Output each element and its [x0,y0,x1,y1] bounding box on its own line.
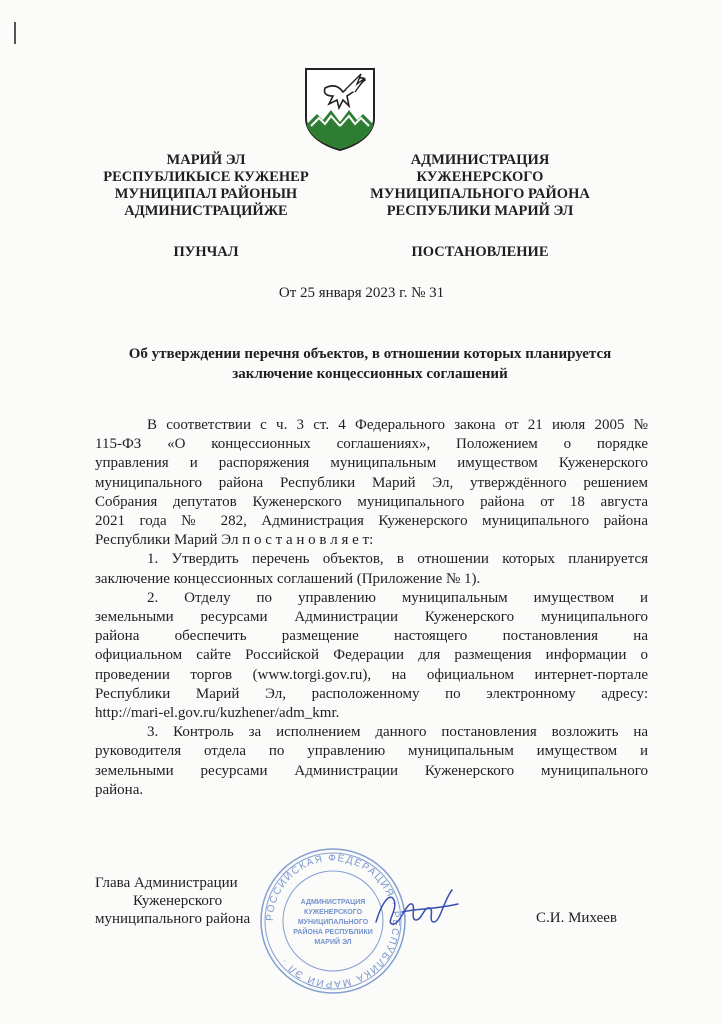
signatory-name: С.И. Михеев [536,910,617,926]
body-line: http://mari-el.gov.ru/kuzhener/adm_kmr. [95,705,340,722]
document-type-left: ПУНЧАЛ [173,244,239,260]
body-line: проведении торгов (www.torgi.gov.ru), на официальном интернет-портале [95,666,648,683]
stamp-center-line: МУНИЦИПАЛЬНОГО [297,919,369,926]
header-left-line: МУНИЦИПАЛ РАЙОНЫН [114,186,298,202]
position-line: Куженерского [133,893,223,909]
subject-line: Об утверждении перечня объектов, в отношении которых планируется [128,346,612,362]
body-line: земельными ресурсами Администрации Куженерского муниципального [95,762,648,779]
body-line: 3. Контроль за исполнением данного постановления возложить на [147,724,648,741]
header-right-russian [340,152,620,220]
header-right-line: РЕСПУБЛИКИ МАРИЙ ЭЛ [386,203,574,219]
body-line: 2021 года № 282, Администрация Куженерского муниципального района [95,513,648,530]
body-line: муниципального района Республики Марий Эл, утверждённого решением [95,474,648,491]
body-line: руководителя отдела по управлению муниципальным имуществом и [95,743,648,760]
handwritten-signature [372,882,462,938]
body-line: района обеспечить размещение настоящего постановления на [95,628,648,645]
body-line: района. [95,781,144,798]
position-line: муниципального района [95,911,251,927]
signatory-position [95,874,250,928]
document-subject [90,344,650,384]
stamp-center-line: МАРИЙ ЭЛ [314,939,352,946]
document-type-right: ПОСТАНОВЛЕНИЕ [411,244,549,260]
header-right-line: КУЖЕНЕРСКОГО [416,169,544,185]
stamp-center-line: РАЙОНА РЕСПУБЛИКИ [293,929,373,936]
body-line: 1. Утвердить перечень объектов, в отношении которых планируется [147,551,648,568]
stamp-center-line: КУЖЕНЕРСКОГО [303,909,363,916]
body-line: земельными ресурсами Администрации Куженерского муниципального [95,609,648,626]
body-line: Республики Марий Эл п о с т а н о в л я е т: [95,532,374,549]
document-body [95,416,648,800]
stamp-ring-text: РОССИЙСКАЯ ФЕДЕРАЦИЯ · РЕСПУБЛИКА МАРИЙ ЭЛ · [264,852,402,990]
header-right-line: МУНИЦИПАЛЬНОГО РАЙОНА [370,186,590,202]
body-line: Собрания депутатов Куженерского муниципального района от 18 августа [95,493,648,510]
position-line: Глава Администрации [95,875,238,891]
body-line: управления и распоряжения муниципальным имуществом Куженерского [95,455,648,472]
header-left-marian [80,152,332,220]
body-line: 115-ФЗ «О концессионных соглашениях», Положением о порядке [95,436,648,453]
header-left-line: МАРИЙ ЭЛ [166,152,246,168]
coat-of-arms-emblem [303,66,377,152]
date-and-number: От 25 января 2023 г. № 31 [278,285,445,301]
body-line: заключение концессионных соглашений (Приложение № 1). [95,570,481,587]
margin-mark [14,22,16,44]
subject-line: заключение концессионных соглашений [232,366,508,382]
body-line: 2. Отделу по управлению муниципальным имуществом и [147,589,648,606]
body-line: В соответствии с ч. 3 ст. 4 Федерального закона от 21 июля 2005 № [147,417,648,433]
body-line: официальном сайте Российской Федерации для размещения информации о [95,647,648,664]
header-right-line: АДМИНИСТРАЦИЯ [410,152,550,168]
body-line: Республики Марий Эл, расположенному по электронному адресу: [95,685,648,702]
header-left-line: РЕСПУБЛИКЫСЕ КУЖЕНЕР [103,169,309,185]
header-left-line: АДМИНИСТРАЦИЙЖЕ [124,203,288,219]
stamp-center-line: АДМИНИСТРАЦИЯ [300,899,366,906]
